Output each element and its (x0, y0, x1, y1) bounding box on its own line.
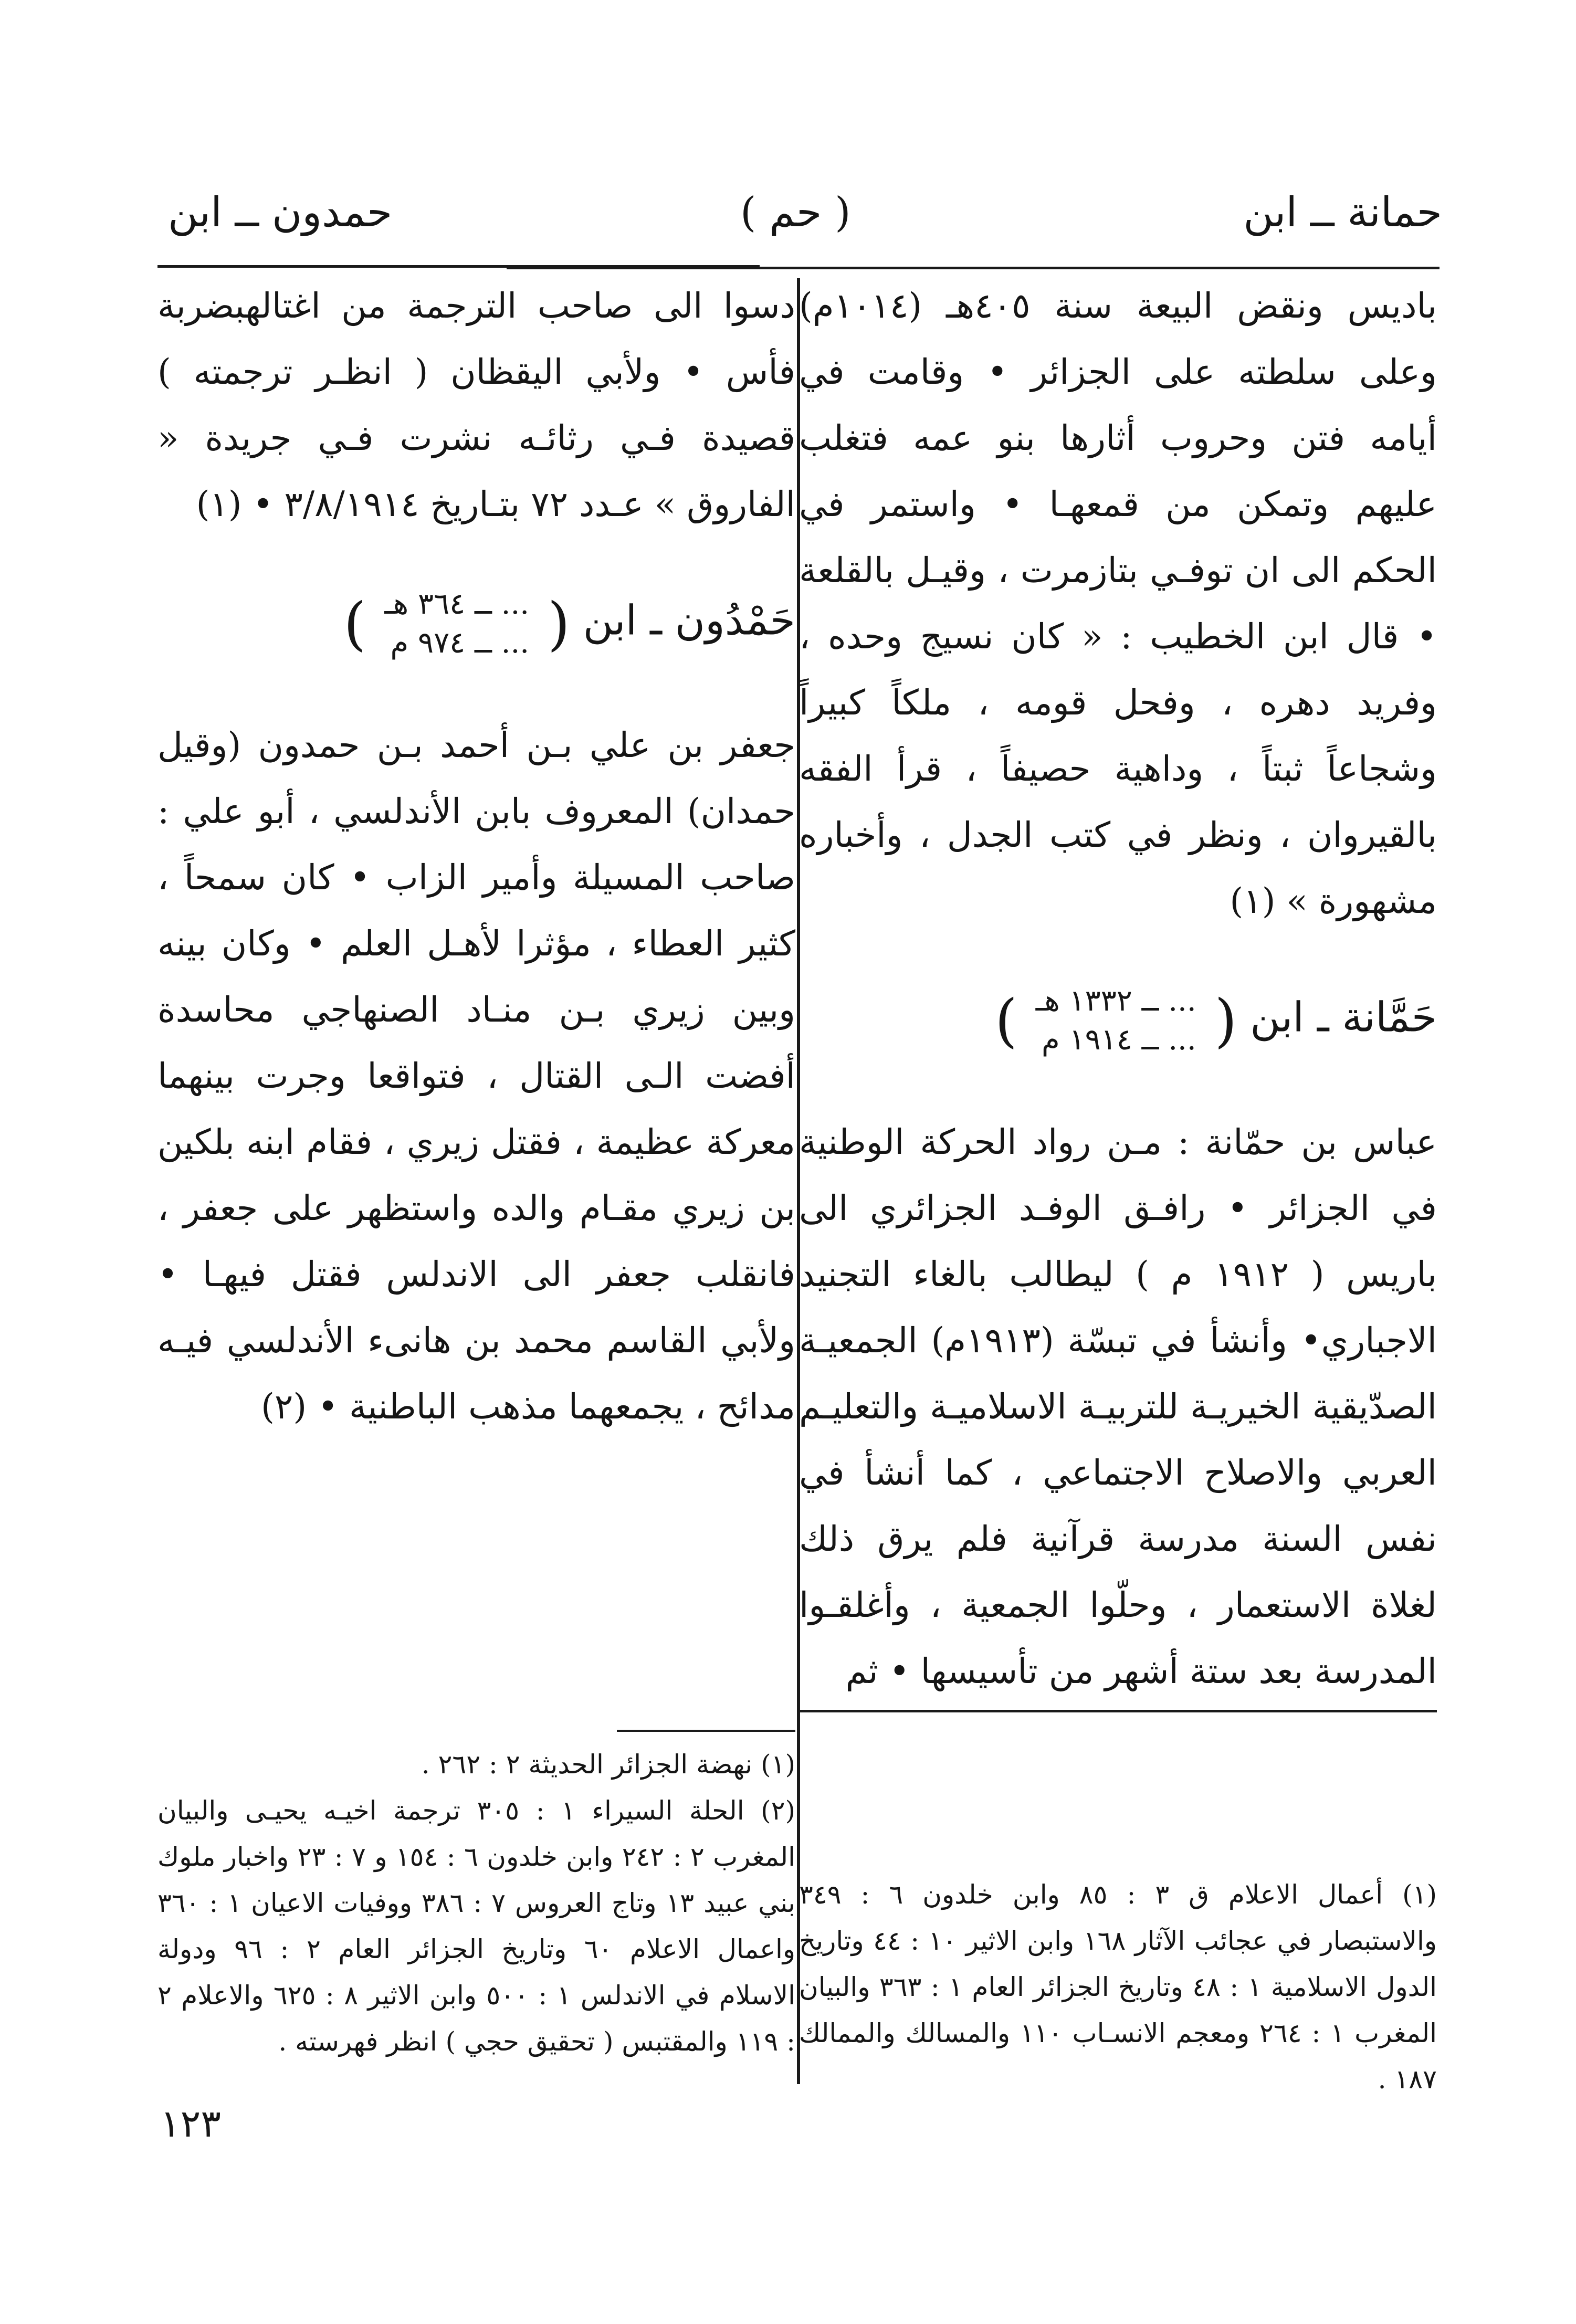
left-column (157, 273, 795, 1440)
entry-dates (1036, 982, 1196, 1059)
entry-heading-name: حَمَّانة ـ ابن (1250, 994, 1437, 1042)
footnote-2: (٢) الحلة السيراء ١ : ٣٠٥ ترجمة اخيـه يحيـى والبيان المغرب ٢ : ٢٤٢ وابن خلدون ٦ : ١٥٤ و ٧ : ٢٣ واخبار ملوك بني عبيد ١٣ وتاج العروس ٧ : ٣٨٦ ووفيات الاعيان ١ : ٣٦٠ واعمال الاعلام ٦٠ وتاريخ الجزائر العام ٢ : ٩٦ ودولة الاسلام في الاندلس ١ : ٥٠٠ وابن الاثير ٨ : ٦٢٥ والاعلام ٢ : ١١٩ والمقتبس ( تحقيق حجي ) انظر فهرسته . (157, 1795, 795, 2057)
right-column-continued-text: باديس ونقض البيعة سنة ٤٠٥هـ (١٠١٤م) وعلى سلطته على الجزائر • وقامت في أيامه فتن وحروب أثارها بنو عمه فتغلب عليهم وتمكن من قمعهـا • واستمر في الحكم الى ان توفـي بتازمرت ، وقيـل بالقلعة • قال ابن الخطيب : « كان نسيج وحده ، وفريد دهره ، وفحل قومه ، ملكاً كبيراً وشجاعاً ثبتاً ، وداهية حصيفاً ، قرأ الفقه بالقيروان ، ونظر في كتب الجدل ، وأخباره مشهورة » (١) (799, 286, 1437, 921)
footnote-1: (١) أعمال الاعلام ق ٣ : ٨٥ وابن خلدون ٦ : ٣٤٩ والاستبصار في عجائب الآثار ١٦٨ وابن الاثير ١٠ : ٤٤ وتاريخ الدول الاسلامية ١ : ٤٨ وتاريخ الجزائر العام ١ : ٣٦٣ والبيان المغرب ١ : ٢٦٤ ومعجم الانسـاب ١١٠ والمسالك والممالك ١٨٧ . (799, 1879, 1437, 2095)
entry-heading-name: حَمْدُون ـ ابن (583, 597, 795, 645)
footnotes-right (799, 1871, 1437, 2102)
footnote-rule (617, 1730, 795, 1732)
right-column (799, 273, 1437, 1712)
close-paren: ) (343, 590, 366, 657)
date-hijri: ... ــ ٣٦٤ هـ (384, 587, 530, 621)
date-gregorian: ... ــ ٩٧٤ م (390, 626, 530, 660)
close-paren: ) (995, 987, 1017, 1054)
date-hijri: ... ــ ١٣٣٢ هـ (1035, 984, 1196, 1018)
column-end-rule (799, 1710, 1437, 1712)
running-header-left: حمدون ــ ابن (168, 189, 393, 236)
page-number: ١٢٣ (160, 2101, 222, 2146)
date-gregorian: ... ــ ١٩١٤ م (1042, 1023, 1196, 1057)
entry-dates (384, 585, 529, 663)
left-column-continued-text: دسوا الى صاحب الترجمة من اغتالهبضربة فأس • ولأبي اليقظان ( انظـر ترجمته ) قصيدة فـي رثائـه نشرت فـي جريدة « الفاروق » عـدد ٧٢ بتـاريخ ٣/٨/١٩١٤ • (١) (157, 286, 795, 524)
entry-body-hammana: عباس بن حمّانة : مـن رواد الحركة الوطنية في الجزائر • رافـق الوفـد الجزائري الى باريس ( ١٩١٢ م ) ليطالب بالغاء التجنيد الاجباري• وأنشأ في تبسّة (١٩١٣م) الجمعيـة الصدّيقية الخيريـة للتربيـة الاسلاميـة والتعليـم العربي والاصلاح الاجتماعي ، كما أنشأ في نفس السنة مدرسة قرآنية فلم يرق ذلك لغلاة الاستعمار ، وحلّوا الجمعية ، وأغلقـوا المدرسة بعد ستة أشهر من تأسيسها • ثم (799, 1122, 1437, 1691)
header-rule-left (157, 265, 760, 268)
footnotes-left (157, 1730, 795, 2065)
open-paren: ( (1214, 987, 1237, 1054)
entry-heading-hamdun (157, 585, 795, 663)
entry-body-hamdun: جعفر بن علي بـن أحمد بـن حمدون (وقيل حمدان) المعروف بابن الأندلسي ، أبو علي : صاحب المسيلة وأمير الزاب • كان سمحاً ، كثير العطاء ، مؤثرا لأهـل العلم • وكان بينه وبين زيري بـن منـاد الصنهاجي محاسدة أفضت الـى القتال ، فتواقعا وجرت بينهما معركة عظيمة ، فقتل زيري ، فقام ابنه بلكين بن زيري مقـام والده واستظهر على جعفر ، فانقلب جعفر الى الاندلس فقتل فيهـا • ولأبي القاسم محمد بن هانىء الأندلسي فيـه مدائح ، يجمعهما مذهب الباطنية • (٢) (157, 725, 795, 1427)
running-header-right: حمانة ــ ابن (1243, 189, 1442, 236)
entry-heading-hammana (799, 982, 1437, 1059)
running-header-center: ( حم ) (740, 189, 851, 236)
footnote-1: (١) نهضة الجزائر الحديثة ٢ : ٢٦٢ . (421, 1749, 795, 1780)
open-paren: ( (547, 590, 570, 657)
